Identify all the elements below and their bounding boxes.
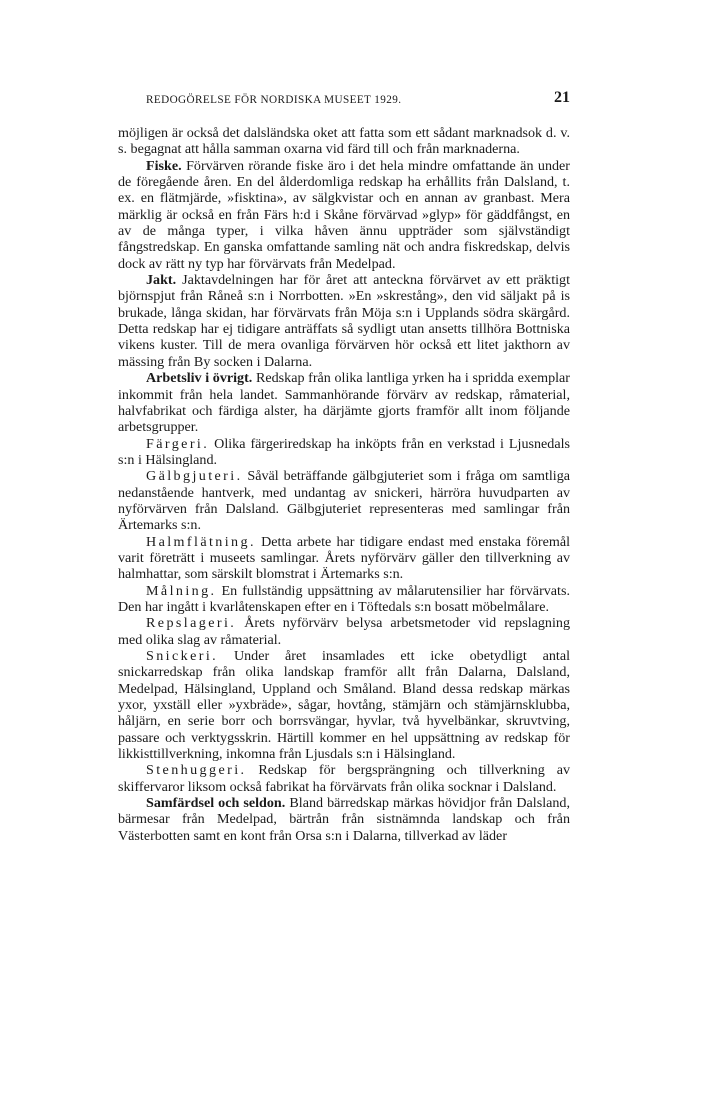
paragraph-text: Årets nyförvärv belysa arbetsmetoder vid repslagning med olika slag av råmaterial. bbox=[118, 615, 570, 648]
paragraph-fargeri bbox=[118, 436, 570, 469]
spaced-heading: Halmflätning. bbox=[146, 533, 256, 550]
spaced-heading: Målning. bbox=[146, 582, 217, 599]
section-heading: Samfärdsel och seldon. bbox=[146, 795, 286, 812]
paragraph-text: Förvärven rörande fiske äro i det hela mindre omfattande än under de föregående åren. En del ålderdomliga redskap ha erhållits från Dalsland, t. ex. en flätmjärde, »fisktina», av sälgkvistar och en annan av granbast. Mera märklig är också en från Färs h:d i Skåne förvärvad »glyp» för gäddfångst, en av de många typer, i vilka håven ännu uppträder som självständigt fångstredskap. En ganska omfattande samling nät och andra fiskredskap, delvis dock av rätt ny typ har förvärvats från Medelpad. bbox=[118, 157, 571, 272]
paragraph-snickeri bbox=[118, 648, 570, 762]
paragraph-text: Jaktavdelningen har för året att anteckna förvärvet av ett präktigt björnspjut från Råneå s:n i Norrbotten. »En »skrestång», den vid säljakt på is brukade, långa skidan, har förvärvats från Möja s:n i Upplands södra skärgård. Detta redskap har ej tidigare anträffats så sydligt utan ansetts tillhöra Bottniska vikens kuster. Till de mera ovanliga förvärven hör också ett litet jakthorn av mässing från By socken i Dalarna. bbox=[118, 272, 570, 370]
paragraph-halmflatning bbox=[118, 534, 570, 583]
paragraph-text: Såväl beträffande gälbgjuteriet som i fråga om samtliga nedanstående hantverk, med undantag av snickeri, härröra huvudparten av nyförvärven från Dalsland. Gälbgjuteriet representeras med samlingar från Ärtemarks s:n. bbox=[118, 468, 570, 534]
spaced-heading: Repslageri. bbox=[146, 615, 237, 632]
page-header bbox=[118, 90, 570, 110]
paragraph-stenhuggeri bbox=[118, 762, 570, 795]
paragraph bbox=[118, 125, 570, 158]
spaced-heading: Gälbgjuteri. bbox=[146, 468, 243, 485]
paragraph-malning bbox=[118, 583, 570, 616]
paragraph-text: Redskap från olika lantliga yrken ha i spridda exemplar inkommit från hela landet. Sammanhörande förvärv av redskap, råmaterial, halvfabrikat och färdiga alster, ha därjämte gjorts framför allt inom följande arbetsgrupper. bbox=[118, 370, 571, 436]
spaced-heading: Snickeri. bbox=[146, 648, 219, 664]
spaced-heading: Färgeri. bbox=[146, 435, 210, 452]
section-heading: Arbetsliv i övrigt. bbox=[146, 370, 253, 387]
running-title: REDOGÖRELSE FÖR NORDISKA MUSEET 1929. bbox=[146, 94, 402, 106]
paragraph-text: Bland bärredskap märkas hövidjor från Dalsland, bärmesar från Medelpad, bärtrån från sistnämnda landskap och från Västerbotten samt en kont från Orsa s:n i Dalarna, tillverkad av läder bbox=[118, 795, 570, 844]
body-text bbox=[118, 125, 570, 844]
paragraph-text: Detta arbete har tidigare endast med enstaka föremål varit företrätt i museets samlingar. Årets nyförvärv gäller den tillverkning av halmhattar, som särskilt blomstrat i Ärtemarks s:n. bbox=[118, 533, 570, 583]
section-heading: Fiske. bbox=[146, 157, 182, 174]
spaced-heading: Stenhuggeri. bbox=[146, 762, 247, 779]
paragraph-text: En fullständig uppsättning av målarutensilier har förvärvats. Den har ingått i kvarlåtenskapen efter en i Töftedals s:n bosatt möbelmålare. bbox=[118, 582, 570, 615]
section-heading: Jakt. bbox=[146, 272, 177, 289]
paragraph-text: Redskap för bergsprängning och tillverkning av skiffervaror liksom också fabrikat ha förvärvats från olika socknar i Dalsland. bbox=[118, 762, 570, 795]
paragraph-jakt bbox=[118, 272, 570, 370]
paragraph-text: Under året insamlades ett icke obetydligt antal snickarredskap från olika landskap framför allt från Dalarna, Dalsland, Medelpad, Hälsingland, Uppland och Småland. Bland dessa redskap märkas yxor, yxställ eller »yxbräde», sågar, hovtång, stämjärn och stämjärnsklubba, håljärn, en serie borr och borrsvängar, hyvlar, två hyvelbänkar, skruvtving, passare och verktygsskrin. Härtill kommer en hel uppsättning av redskap för likkisttillverkning, inkomna från Ljusdals s:n i Hälsingland. bbox=[118, 648, 570, 763]
paragraph-samfardsel bbox=[118, 795, 570, 844]
paragraph-text: möjligen är också det dalsländska oket att fatta som ett sådant marknadsok d. v. s. begagnat att hålla samman oxarna vid färd till och från marknaderna. bbox=[118, 125, 570, 158]
page-number: 21 bbox=[554, 89, 570, 106]
paragraph-arbetsliv bbox=[118, 370, 570, 435]
paragraph-repslageri bbox=[118, 615, 570, 648]
paragraph-fiske bbox=[118, 158, 570, 272]
paragraph-galbgjuteri bbox=[118, 468, 570, 533]
paragraph-text: Olika färgeriredskap ha inköpts från en verkstad i Ljusnedals s:n i Hälsingland. bbox=[118, 435, 570, 468]
